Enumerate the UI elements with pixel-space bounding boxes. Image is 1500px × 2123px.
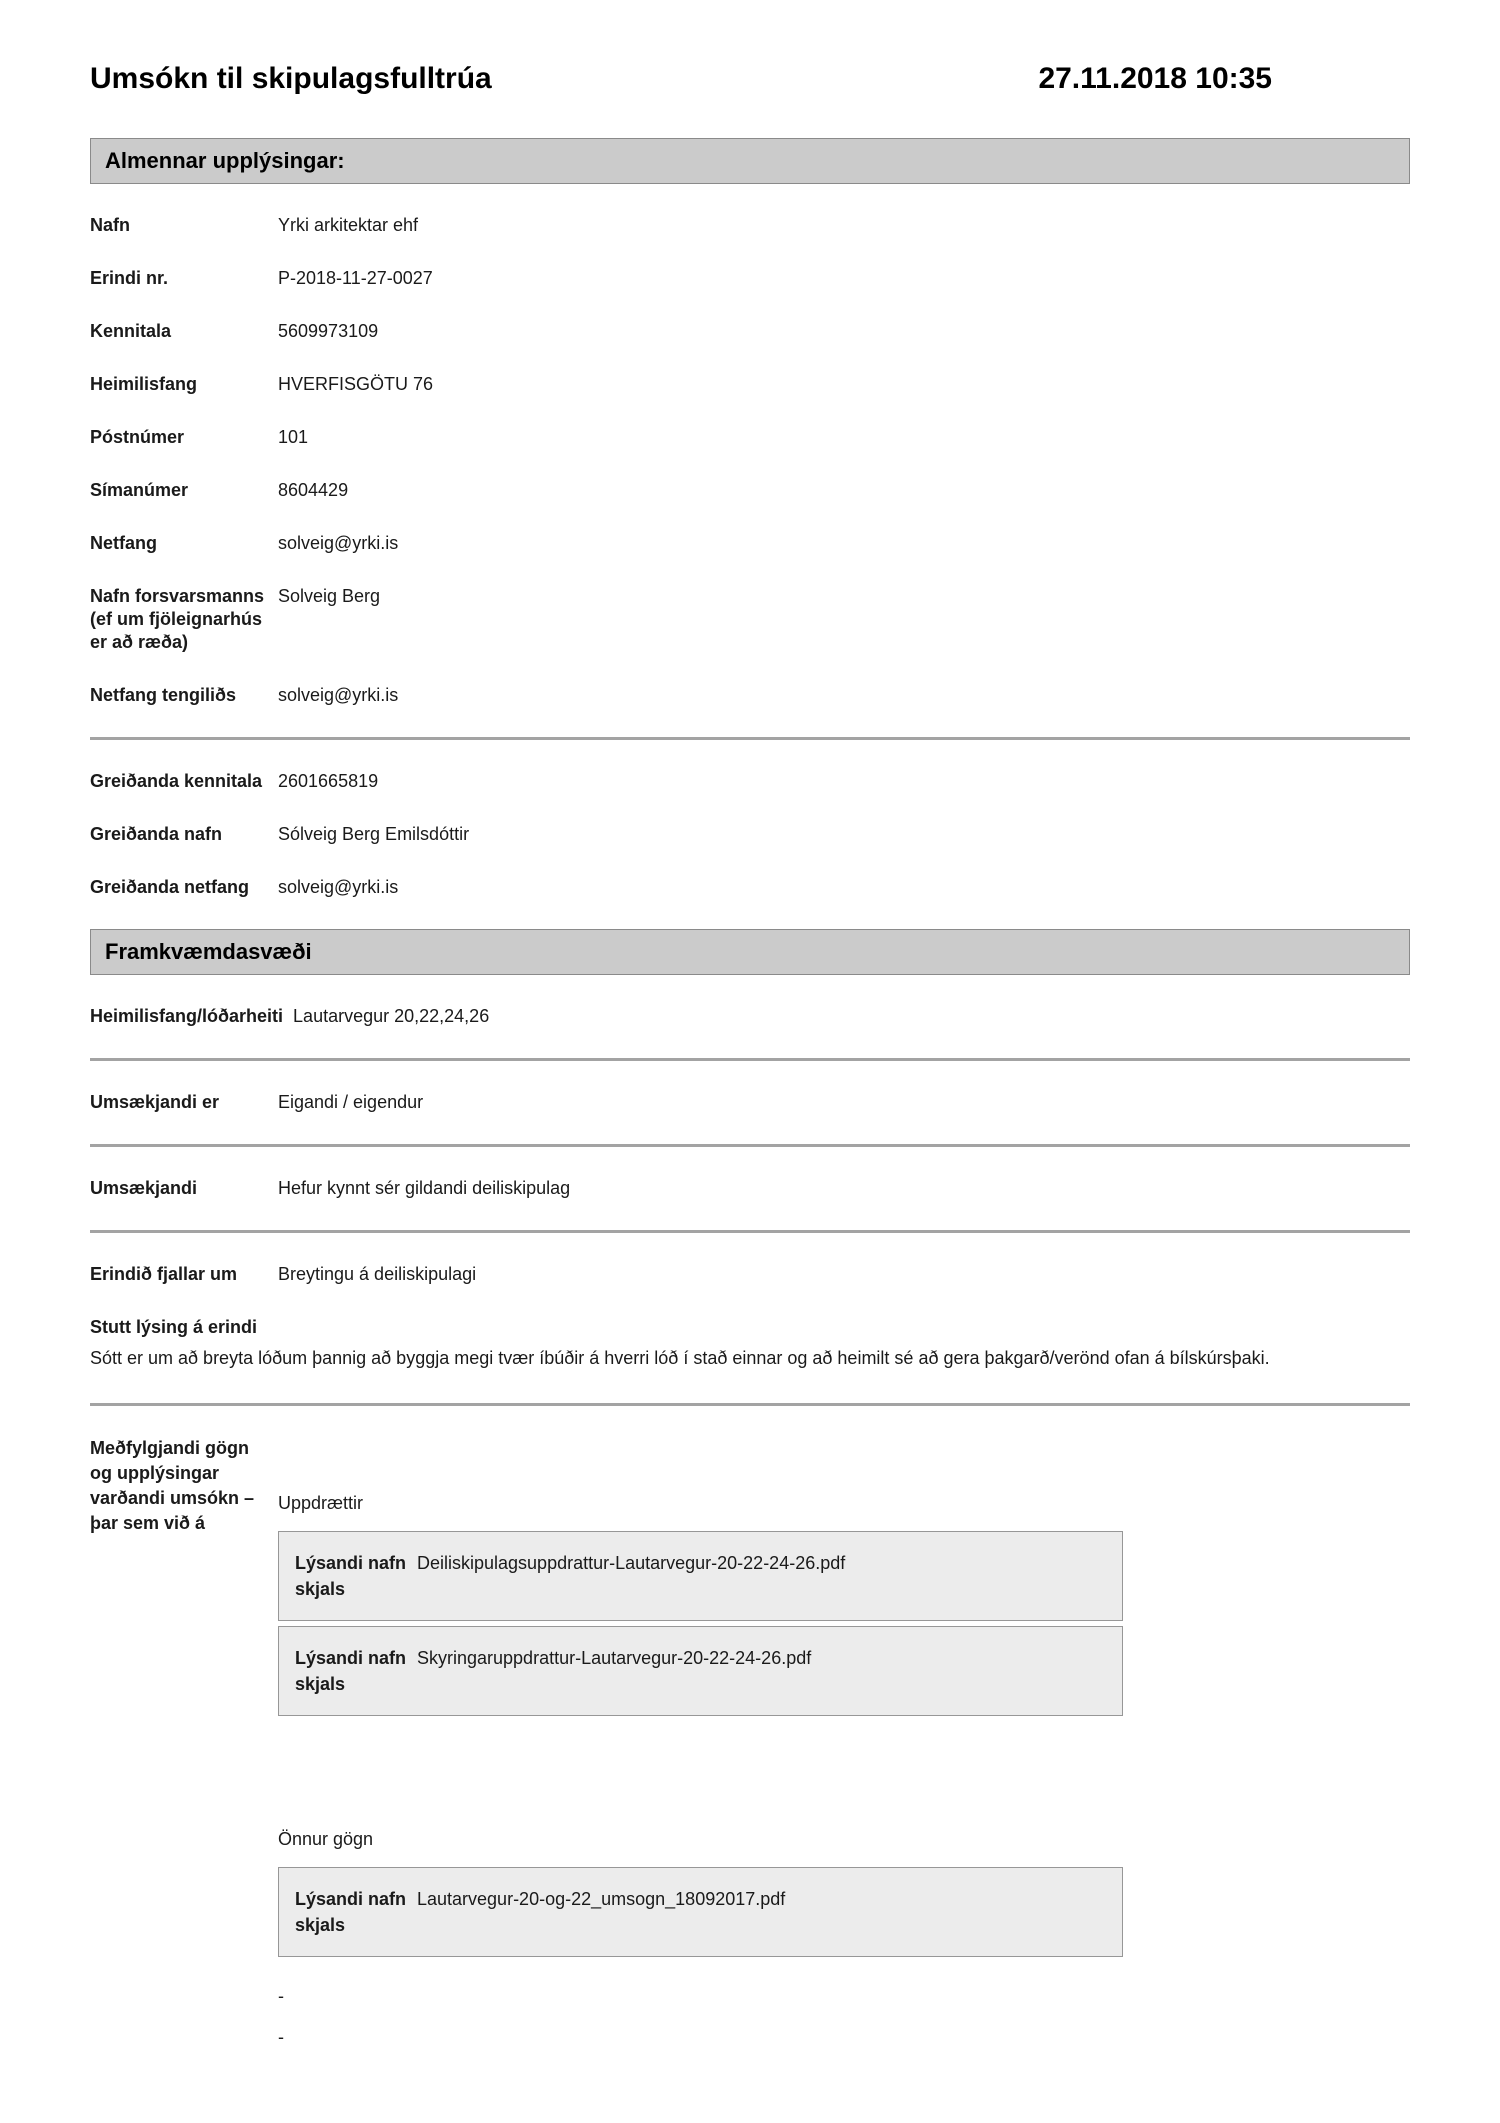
field-row-greidanda-kennitala [90,770,1410,793]
field-row-greidanda-netfang [90,876,1410,899]
page-header [90,62,1410,96]
field-row-greidanda-nafn [90,823,1410,846]
field-label: Netfang tengiliðs [90,685,237,705]
section-divider [90,1230,1410,1233]
field-row-heimilisfang [90,373,1410,396]
field-value: 2601665819 [278,771,379,791]
field-row-lodarheiti [90,1005,1410,1028]
file-name: Deiliskipulagsuppdrattur-Lautarvegur-20-22-24-26.pdf [417,1553,846,1573]
field-row-umsaekjandi-er [90,1091,1410,1114]
field-value: 101 [278,427,309,447]
field-label: Kennitala [90,321,172,341]
attachments-label: Meðfylgjandi gögn og upplýsingar varðandi umsókn – þar sem við á [90,1438,255,1533]
field-value: 5609973109 [278,321,379,341]
field-label: Umsækjandi er [90,1092,220,1112]
field-label: Umsækjandi [90,1178,198,1198]
field-value: Yrki arkitektar ehf [278,215,419,235]
field-label: Póstnúmer [90,427,185,447]
section-divider [90,1403,1410,1406]
field-row-kennitala [90,320,1410,343]
field-row-netfang [90,532,1410,555]
field-row-erindi-nr [90,267,1410,290]
field-row-umsaekjandi [90,1177,1410,1200]
field-value: Breytingu á deiliskipulagi [278,1264,477,1284]
field-row-postnumer [90,426,1410,449]
dash-item: - [278,1986,284,2006]
attachment-group-title: Önnur gögn [278,1829,374,1849]
file-descriptive-name-label: Lýsandi nafn skjals [295,1648,407,1694]
field-label: Netfang [90,533,157,553]
description-text: Sótt er um að breyta lóðum þannig að byggja megi tvær íbúðir á hverri lóð í stað einnar og að heimilt sé að gera þakgarð/verönd ofan á bílskúrsþaki. [90,1348,1270,1368]
field-label: Greiðanda nafn [90,824,223,844]
field-value: Lautarvegur 20,22,24,26 [293,1006,490,1026]
field-label: Erindið fjallar um [90,1264,238,1284]
description-label: Stutt lýsing á erindi [90,1317,258,1337]
field-value: HVERFISGÖTU 76 [278,374,434,394]
field-row-erindid-fjallar-um [90,1263,1410,1286]
file-name: Lautarvegur-20-og-22_umsogn_18092017.pdf [417,1889,786,1909]
field-label: Greiðanda netfang [90,877,250,897]
section-divider [90,737,1410,740]
field-value: Eigandi / eigendur [278,1092,424,1112]
field-label: Erindi nr. [90,268,169,288]
field-value: Solveig Berg [278,586,381,606]
file-name: Skyringaruppdrattur-Lautarvegur-20-22-24-26.pdf [417,1648,812,1668]
field-value: P-2018-11-27-0027 [278,268,433,288]
field-value: Hefur kynnt sér gildandi deiliskipulag [278,1178,571,1198]
attachment-group-uppdraettir [278,1492,1410,1716]
trailing-dashes [278,1985,1410,2049]
attachment-group-onnur-gogn [278,1828,1410,1957]
section-divider [90,1144,1410,1147]
field-value: solveig@yrki.is [278,877,399,897]
field-row-simanumer [90,479,1410,502]
dash-item: - [278,2027,284,2047]
field-label: Nafn forsvarsmanns (ef um fjöleignarhús er að ræða) [90,586,265,652]
field-value: solveig@yrki.is [278,685,399,705]
attachments-section [90,1436,1410,2067]
section-header-general: Almennar upplýsingar: [90,138,1410,184]
field-value: 8604429 [278,480,349,500]
field-label: Nafn [90,215,130,235]
field-row-nafn [90,214,1410,237]
field-label: Símanúmer [90,480,189,500]
field-label: Heimilisfang [90,374,198,394]
attachment-file-box [278,1867,1123,1957]
field-value: solveig@yrki.is [278,533,399,553]
field-row-netfang-tengilids [90,684,1410,707]
attachments-content [278,1436,1410,2067]
field-value: Sólveig Berg Emilsdóttir [278,824,470,844]
section-divider [90,1058,1410,1061]
field-label: Heimilisfang/lóðarheiti [90,1006,284,1026]
attachment-group-title: Uppdrættir [278,1493,364,1513]
attachment-file-box [278,1626,1123,1716]
field-row-forsvarsmadur [90,585,1410,654]
timestamp: 27.11.2018 10:35 [1038,62,1272,95]
section-header-framkvaemdasvaedi: Framkvæmdasvæði [90,929,1410,975]
page-title: Umsókn til skipulagsfulltrúa [90,62,492,95]
attachment-file-box [278,1531,1123,1621]
file-descriptive-name-label: Lýsandi nafn skjals [295,1553,407,1599]
field-label: Greiðanda kennitala [90,771,263,791]
file-descriptive-name-label: Lýsandi nafn skjals [295,1889,407,1935]
